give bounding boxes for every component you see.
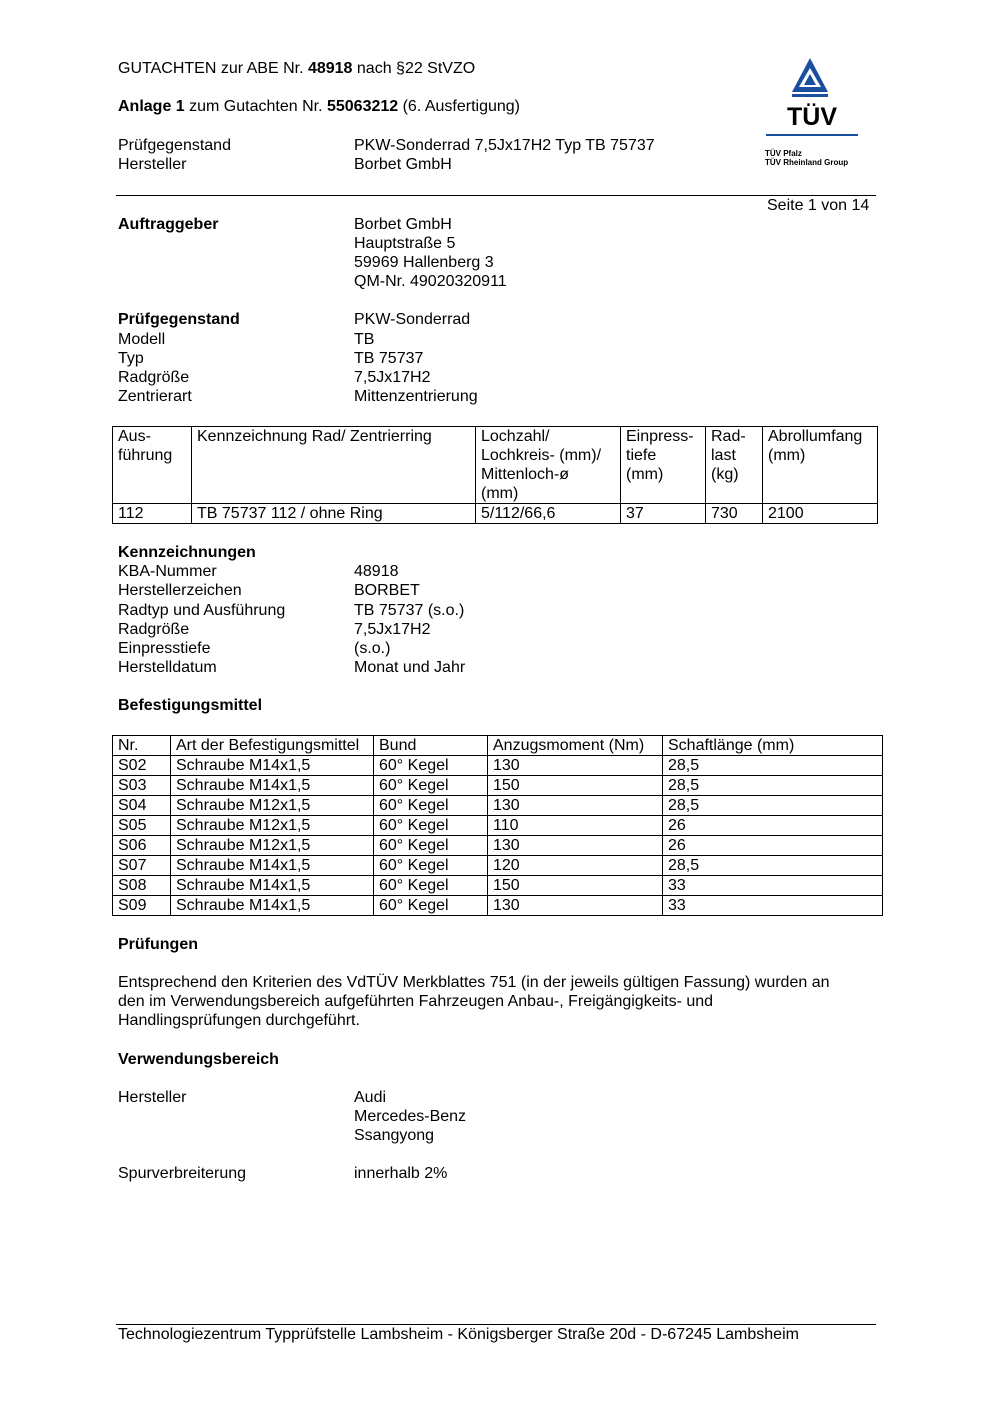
- table-row: [113, 796, 883, 816]
- fastener-cell: S08: [113, 876, 171, 896]
- logo-name: TÜV: [787, 103, 837, 131]
- pruef-value: Mittenzentrierung: [354, 388, 478, 405]
- header-value: PKW-Sonderrad 7,5Jx17H2 Typ TB 75737: [354, 137, 655, 154]
- fastener-cell: 60° Kegel: [374, 856, 488, 876]
- footer-text: Technologiezentrum Typprüfstelle Lambsheim - Königsberger Straße 20d - D-67245 Lambsheim: [118, 1326, 799, 1343]
- spur-value: innerhalb 2%: [354, 1165, 448, 1182]
- table-row: [113, 756, 883, 776]
- kennz-value: 48918: [354, 563, 399, 580]
- fastener-cell: 26: [663, 816, 883, 836]
- fastener-cell: Schraube M14x1,5: [171, 776, 374, 796]
- fastener-cell: Schraube M14x1,5: [171, 896, 374, 916]
- fastener-table-header: [113, 736, 883, 756]
- fastener-cell: 130: [488, 836, 663, 856]
- pruef-value: 7,5Jx17H2: [354, 369, 431, 386]
- wheel-header-cell: Kennzeichnung Rad/ Zentrierring: [192, 427, 476, 504]
- table-row: [113, 896, 883, 916]
- pruef-value: TB: [354, 331, 375, 348]
- auftraggeber-line: Borbet GmbH: [354, 216, 452, 233]
- pruef-label: Typ: [118, 350, 144, 367]
- fastener-cell: 60° Kegel: [374, 876, 488, 896]
- header-divider: [116, 195, 876, 196]
- pruef-label: Zentrierart: [118, 388, 192, 405]
- fastener-cell: 130: [488, 796, 663, 816]
- auftraggeber-line: 59969 Hallenberg 3: [354, 254, 494, 271]
- fastener-cell: 33: [663, 876, 883, 896]
- fastener-cell: 28,5: [663, 756, 883, 776]
- wheel-cell: TB 75737 112 / ohne Ring: [192, 504, 476, 524]
- fastener-header-cell: Nr.: [113, 736, 171, 756]
- fastener-cell: 60° Kegel: [374, 896, 488, 916]
- fastener-cell: 60° Kegel: [374, 836, 488, 856]
- pruefungen-text: Entsprechend den Kriterien des VdTÜV Merkblattes 751 (in der jeweils gültigen Fassung) wurden an: [118, 974, 830, 991]
- table-row: [113, 776, 883, 796]
- kennz-value: TB 75737 (s.o.): [354, 602, 465, 619]
- wheel-cell: 37: [621, 504, 706, 524]
- fastener-cell: S04: [113, 796, 171, 816]
- kennz-label: Einpresstiefe: [118, 640, 211, 657]
- pruef-label: Prüfgegenstand: [118, 311, 240, 328]
- fastener-header-cell: Schaftlänge (mm): [663, 736, 883, 756]
- verwendung-hersteller: Mercedes-Benz: [354, 1108, 467, 1125]
- auftraggeber-line: Hauptstraße 5: [354, 235, 456, 252]
- verwendung-title: Verwendungsbereich: [118, 1051, 279, 1068]
- pruef-value: TB 75737: [354, 350, 424, 367]
- kennz-value: (s.o.): [354, 640, 391, 657]
- fastener-cell: S07: [113, 856, 171, 876]
- fastener-cell: 26: [663, 836, 883, 856]
- fastener-table: [112, 735, 883, 916]
- fastener-cell: Schraube M14x1,5: [171, 756, 374, 776]
- fastener-cell: Schraube M12x1,5: [171, 796, 374, 816]
- fastener-cell: 28,5: [663, 776, 883, 796]
- verwendung-hersteller: Audi: [354, 1089, 387, 1106]
- fastener-cell: 120: [488, 856, 663, 876]
- fastener-cell: Schraube M14x1,5: [171, 876, 374, 896]
- wheel-table: [112, 426, 878, 524]
- tuev-logo: [762, 56, 862, 176]
- kennz-value: Monat und Jahr: [354, 659, 466, 676]
- fastener-cell: S09: [113, 896, 171, 916]
- pruef-label: Modell: [118, 331, 166, 348]
- fastener-cell: 130: [488, 896, 663, 916]
- logo-sub1: TÜV Pfalz: [765, 149, 802, 158]
- kennz-label: Herstelldatum: [118, 659, 217, 676]
- fastener-cell: 60° Kegel: [374, 756, 488, 776]
- fastener-header-cell: Anzugsmoment (Nm): [488, 736, 663, 756]
- page-number: Seite 1 von 14: [767, 197, 870, 214]
- fastener-cell: 60° Kegel: [374, 796, 488, 816]
- kennz-value: 7,5Jx17H2: [354, 621, 431, 638]
- wheel-cell: 2100: [763, 504, 878, 524]
- fastener-cell: Schraube M12x1,5: [171, 816, 374, 836]
- tuev-triangle-icon: [762, 56, 862, 108]
- wheel-header-cell: Aus- führung: [113, 427, 192, 504]
- kennzeichnungen-title: Kennzeichnungen: [118, 544, 256, 561]
- auftraggeber-label: Auftraggeber: [118, 216, 219, 233]
- auftraggeber-line: QM-Nr. 49020320911: [354, 273, 507, 290]
- verwendung-hersteller-label: Hersteller: [118, 1089, 187, 1106]
- fastener-cell: Schraube M14x1,5: [171, 856, 374, 876]
- befestigung-title: Befestigungsmittel: [118, 697, 263, 714]
- header-label: Prüfgegenstand: [118, 137, 231, 154]
- kennz-label: Radtyp und Ausführung: [118, 602, 286, 619]
- fastener-header-cell: Art der Befestigungsmittel: [171, 736, 374, 756]
- fastener-cell: 28,5: [663, 856, 883, 876]
- fastener-cell: 150: [488, 776, 663, 796]
- wheel-cell: 730: [706, 504, 763, 524]
- pruefungen-text: Handlingsprüfungen durchgeführt.: [118, 1012, 360, 1029]
- wheel-header-cell: Abrollumfang (mm): [763, 427, 878, 504]
- logo-rule: [766, 134, 858, 136]
- fastener-cell: S05: [113, 816, 171, 836]
- fastener-cell: 33: [663, 896, 883, 916]
- table-row: [113, 816, 883, 836]
- fastener-cell: 130: [488, 756, 663, 776]
- wheel-header-cell: Lochzahl/ Lochkreis- (mm)/ Mittenloch-ø (mm): [476, 427, 621, 504]
- header-annex: Anlage 1 zum Gutachten Nr. 55063212 (6. Ausfertigung): [118, 98, 520, 115]
- wheel-header-cell: Rad- last (kg): [706, 427, 763, 504]
- pruefungen-text: den im Verwendungsbereich aufgeführten Fahrzeugen Anbau-, Freigängigkeits- und: [118, 993, 714, 1010]
- fastener-cell: S02: [113, 756, 171, 776]
- fastener-cell: 60° Kegel: [374, 816, 488, 836]
- pruefungen-title: Prüfungen: [118, 936, 198, 953]
- fastener-cell: 60° Kegel: [374, 776, 488, 796]
- wheel-cell: 5/112/66,6: [476, 504, 621, 524]
- fastener-cell: S06: [113, 836, 171, 856]
- pruef-label: Radgröße: [118, 369, 190, 386]
- header-title: GUTACHTEN zur ABE Nr. 48918 nach §22 StVZO: [118, 60, 476, 77]
- kennz-value: BORBET: [354, 582, 420, 599]
- logo-sub2: TÜV Rheinland Group: [765, 158, 849, 167]
- fastener-cell: 150: [488, 876, 663, 896]
- spur-label: Spurverbreiterung: [118, 1165, 247, 1182]
- table-row: [113, 504, 878, 524]
- header-label: Hersteller: [118, 156, 187, 173]
- table-row: [113, 876, 883, 896]
- verwendung-hersteller: Ssangyong: [354, 1127, 435, 1144]
- fastener-header-cell: Bund: [374, 736, 488, 756]
- fastener-cell: S03: [113, 776, 171, 796]
- kennz-label: KBA-Nummer: [118, 563, 217, 580]
- wheel-table-header: [113, 427, 878, 504]
- table-row: [113, 836, 883, 856]
- pruef-value: PKW-Sonderrad: [354, 311, 471, 328]
- wheel-header-cell: Einpress- tiefe (mm): [621, 427, 706, 504]
- fastener-cell: Schraube M12x1,5: [171, 836, 374, 856]
- header-value: Borbet GmbH: [354, 156, 452, 173]
- fastener-cell: 28,5: [663, 796, 883, 816]
- wheel-cell: 112: [113, 504, 192, 524]
- fastener-cell: 110: [488, 816, 663, 836]
- kennz-label: Radgröße: [118, 621, 190, 638]
- kennz-label: Herstellerzeichen: [118, 582, 242, 599]
- table-row: [113, 856, 883, 876]
